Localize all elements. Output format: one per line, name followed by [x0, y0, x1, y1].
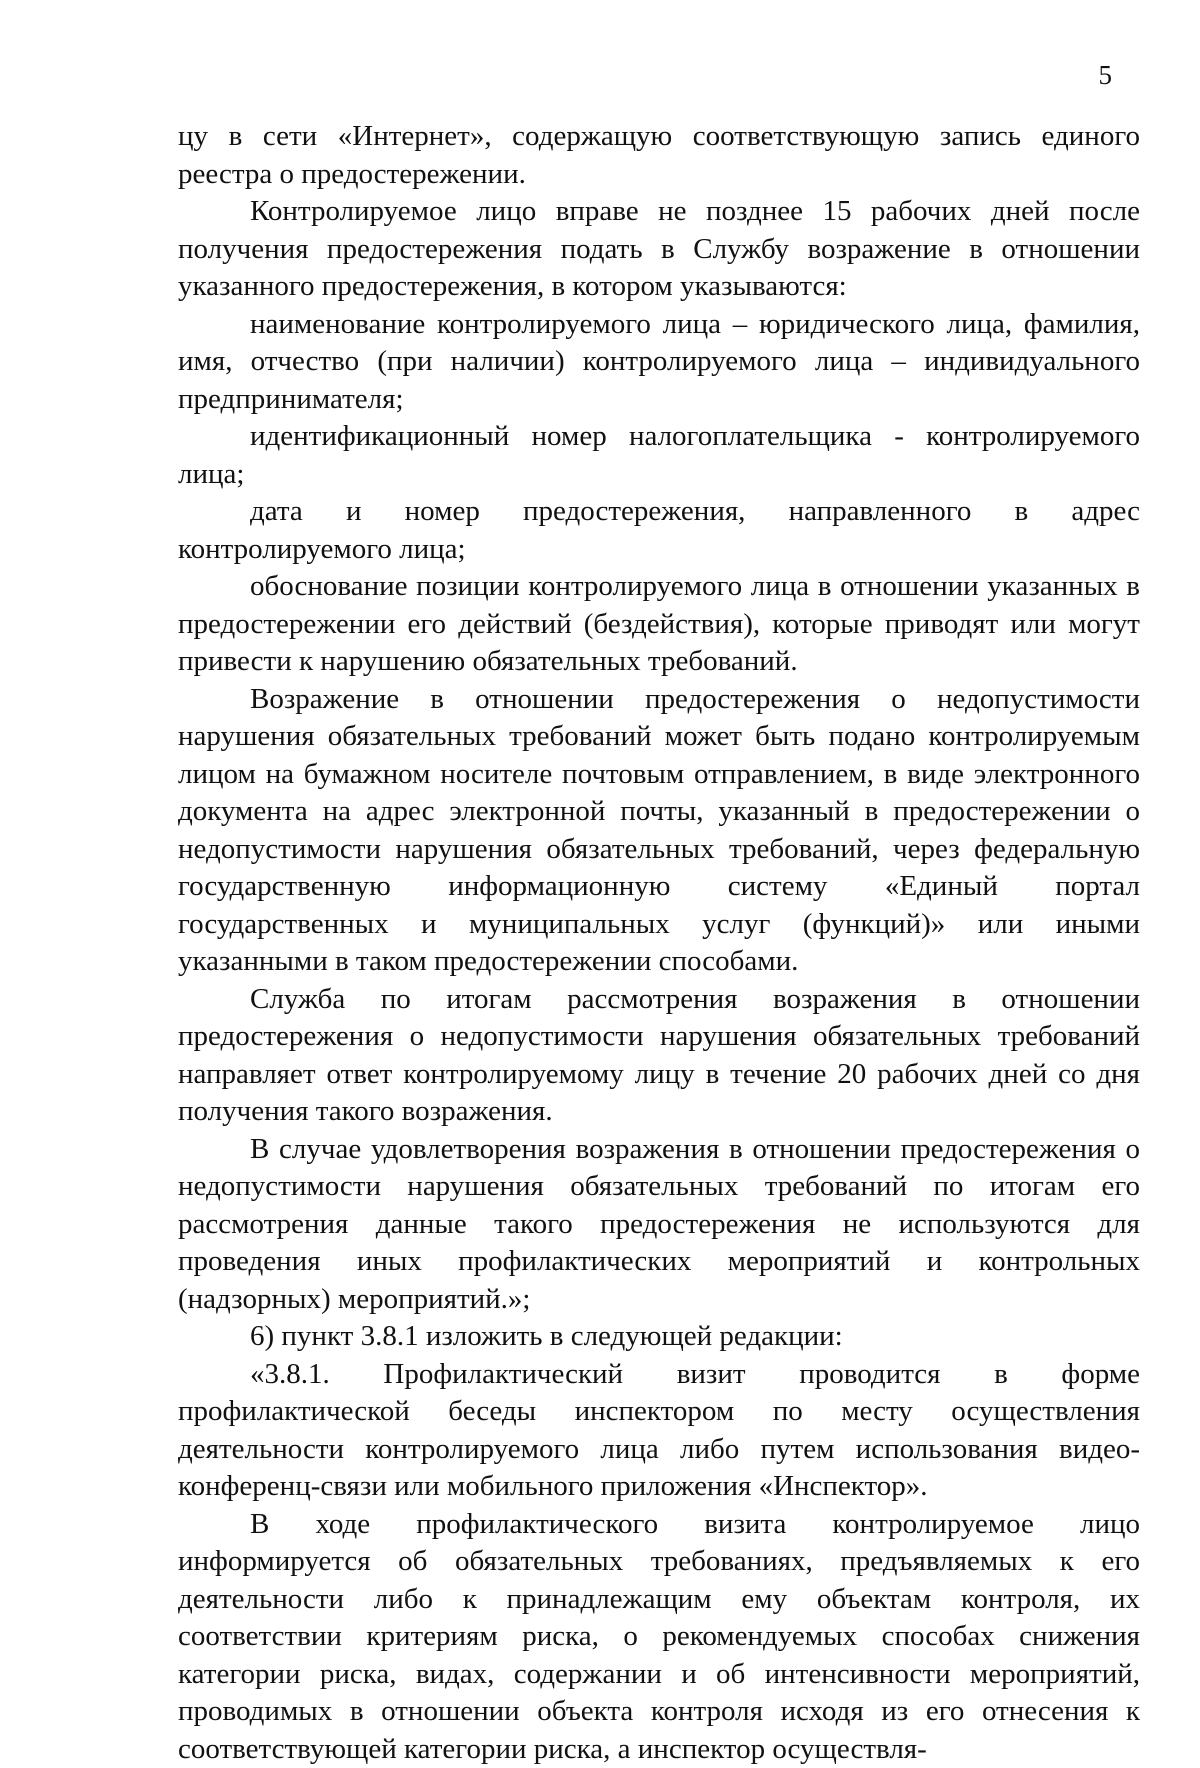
paragraph-3-8-1: «3.8.1. Профилактический визит проводится в форме профилактической беседы инспектором по месту осуществления деятельности контролируемого лица либо путем использования видео-конференц-связи или мобильного приложения «Инспектор».: [178, 1356, 1140, 1506]
list-item-justification: обоснование позиции контролируемого лица в отношении указанных в предостережении его действий (бездействия), которые приводят или могут привести к нарушению обязательных требований.: [178, 568, 1140, 681]
document-body: [178, 118, 1140, 1768]
page-number: 5: [1099, 60, 1113, 90]
paragraph-satisfaction: В случае удовлетворения возражения в отношении предостережения о недопустимости нарушения обязательных требований по итогам его рассмотрения данные такого предостережения не используются для проведения иных профилактических мероприятий и контрольных (надзорных) мероприятий.»;: [178, 1131, 1140, 1319]
list-item-date-number: дата и номер предостережения, направленного в адрес контролируемого лица;: [178, 493, 1140, 568]
paragraph-continuation: цу в сети «Интернет», содержащую соответствующую запись единого реестра о предостережении.: [178, 118, 1140, 193]
paragraph-visit-info: В ходе профилактического визита контролируемое лицо информируется об обязательных требованиях, предъявляемых к его деятельности либо к принадлежащим ему объектам контроля, их соответствии критериям риска, о рекомендуемых способах снижения категории риска, видах, содержании и об интенсивности мероприятий, проводимых в отношении объекта контроля исходя из его отнесения к соответствующей категории риска, а инспектор осуществля-: [178, 1506, 1140, 1768]
paragraph-objection-right: Контролируемое лицо вправе не позднее 15 рабочих дней после получения предостережения подать в Службу возражение в отношении указанного предостережения, в котором указываются:: [178, 193, 1140, 306]
list-item-inn: идентификационный номер налогоплательщика - контролируемого лица;: [178, 418, 1140, 493]
paragraph-objection-methods: Возражение в отношении предостережения о недопустимости нарушения обязательных требований может быть подано контролируемым лицом на бумажном носителе почтовым отправлением, в виде электронного документа на адрес электронной почты, указанный в предостережении о недопустимости нарушения обязательных требований, через федеральную государственную информационную систему «Единый портал государственных и муниципальных услуг (функций)» или иными указанными в таком предостережении способами.: [178, 681, 1140, 981]
paragraph-amendment-6: 6) пункт 3.8.1 изложить в следующей редакции:: [178, 1318, 1140, 1356]
list-item-name: наименование контролируемого лица – юридического лица, фамилия, имя, отчество (при наличии) контролируемого лица – индивидуального предпринимателя;: [178, 306, 1140, 419]
paragraph-service-response: Служба по итогам рассмотрения возражения в отношении предостережения о недопустимости нарушения обязательных требований направляет ответ контролируемому лицу в течение 20 рабочих дней со дня получения такого возражения.: [178, 981, 1140, 1131]
